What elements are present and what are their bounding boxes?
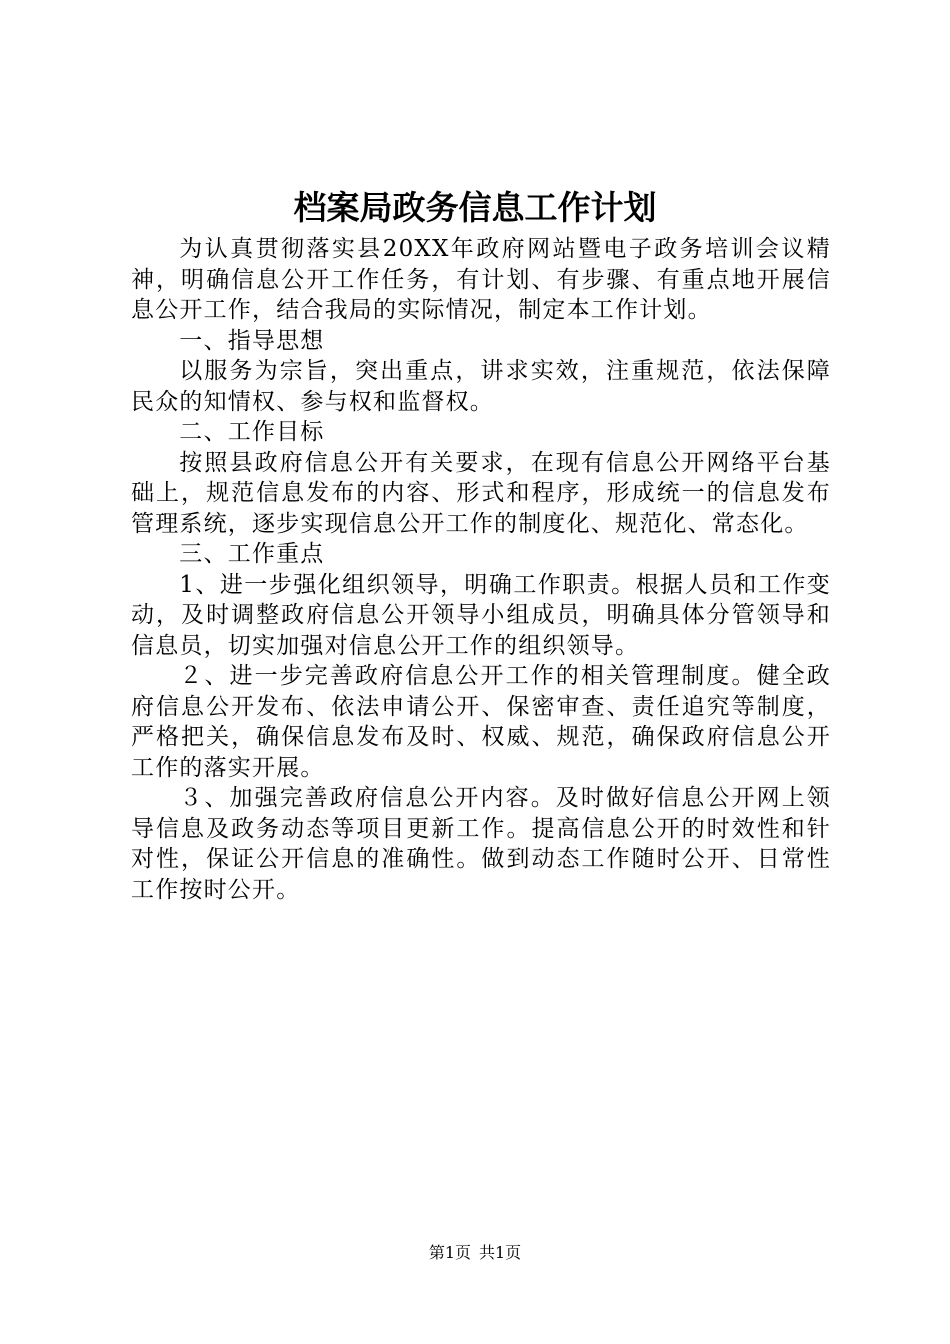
work-focus-item-2: ２、进一步完善政府信息公开工作的相关管理制度。健全政府信息公开发布、依法申请公开、保密审查、责任追究等制度，严格把关，确保信息发布及时、权威、规范，确保政府信息公开工作的落实开展。 (131, 663, 831, 781)
page-total: 共1页 (479, 1243, 522, 1262)
work-focus-item-3: ３、加强完善政府信息公开内容。及时做好信息公开网上领导信息及政务动态等项目更新工作。提高信息公开的时效性和针对性，保证公开信息的准确性。做到动态工作随时公开、日常性工作按时公开。 (131, 785, 831, 903)
page-number: 第1页 (428, 1243, 471, 1262)
guiding-ideology-paragraph: 以服务为宗旨，突出重点，讲求实效，注重规范，依法保障民众的知情权、参与权和监督权。 (131, 358, 831, 415)
section-heading-work-focus: 三、工作重点 (179, 541, 325, 567)
document-title: 档案局政务信息工作计划 (293, 188, 657, 227)
work-goals-paragraph: 按照县政府信息公开有关要求，在现有信息公开网络平台基础上，规范信息发布的内容、形式和程序，形成统一的信息发布管理系统，逐步实现信息公开工作的制度化、规范化、常态化。 (131, 449, 831, 537)
section-heading-guiding-ideology: 一、指导思想 (179, 327, 325, 354)
intro-paragraph: 为认真贯彻落实县20XX年政府网站暨电子政务培训会议精神，明确信息公开工作任务，有计划、有步骤、有重点地开展信息公开工作，结合我局的实际情况，制定本工作计划。 (131, 236, 831, 323)
document-body (131, 234, 831, 905)
section-heading-work-goals: 二、工作目标 (179, 419, 325, 445)
page-footer (0, 1242, 950, 1264)
work-focus-item-1: 1、进一步强化组织领导，明确工作职责。根据人员和工作变动，及时调整政府信息公开领导小组成员，明确具体分管领导和信息员，切实加强对信息公开工作的组织领导。 (131, 571, 831, 659)
